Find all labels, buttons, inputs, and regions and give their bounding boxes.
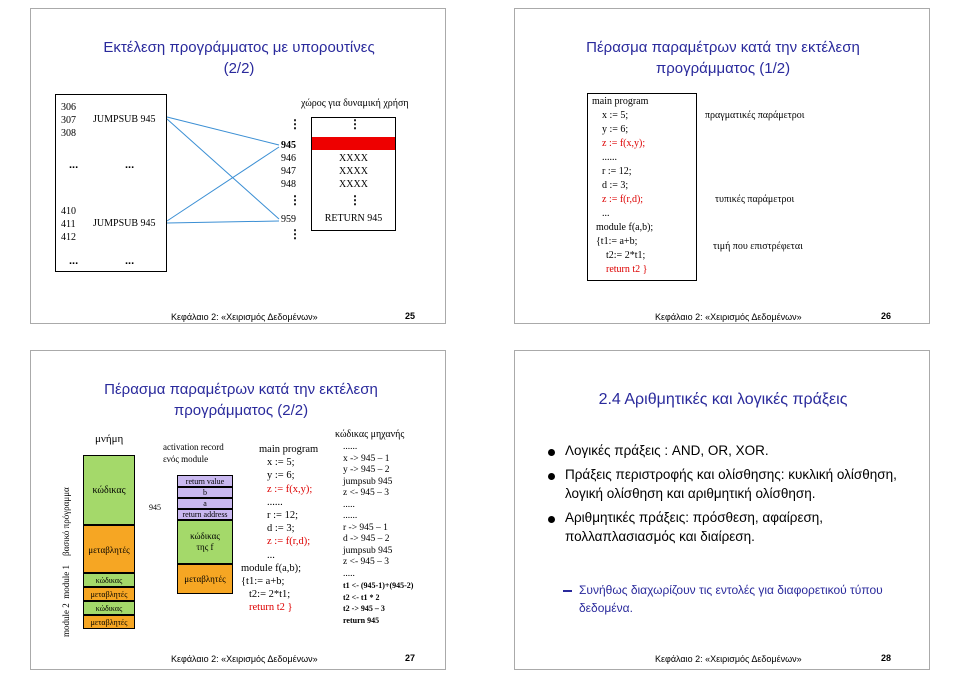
stack-address-959: 959 bbox=[281, 214, 296, 225]
mem-code-m2: κώδικας bbox=[83, 601, 135, 615]
code-listing: main program x := 5; y := 6; z := f(x,y); ...... r := 12; d := 3; z := f(r,d); ... module f(a,b); {t1:= a+b; t2:= 2*t1; return t2 } bbox=[592, 96, 654, 275]
page-number: 28 bbox=[881, 653, 892, 663]
address-column: 410 411 412 bbox=[61, 206, 76, 243]
vdots: ⋮ bbox=[289, 193, 301, 207]
mem-code-m1: κώδικας bbox=[83, 573, 135, 587]
slide-title: Εκτέλεση προγράμματος με υπορουτίνες (2/2) bbox=[103, 39, 375, 77]
code-listing: main program x := 5; y := 6; z := f(x,y); ...... r := 12; d := 3; z := f(r,d); ... module f(a,b); {t1:= a+b; t2:= 2*t1; return t2 } bbox=[241, 444, 319, 614]
footer: Κεφάλαιο 2: «Χειρισμός Δεδομένων» bbox=[655, 654, 802, 664]
machine-code: ...... x -> 945 – 1 y -> 945 – 2 jumpsub 945 z <- 945 – 3 ..... ...... r -> 945 – 1 d -> 945 – 2 jumpsub 945 z <- 945 – 3 ..... t1 <- (945-1)+(945-2) t2 <- t1 * 2 t2 -> 945 – 3 return 945 bbox=[343, 442, 414, 625]
list-item: Πράξεις περιστροφής και ολίσθησης: κυκλική ολίσθηση, λογική ολίσθηση και αριθμητική ολίσθηση. bbox=[545, 465, 917, 503]
act-b: b bbox=[177, 487, 233, 498]
page-number: 26 bbox=[881, 311, 892, 321]
slide-26 bbox=[514, 8, 930, 324]
slide-28 bbox=[514, 350, 930, 670]
slide-title: Πέρασμα παραμέτρων κατά την εκτέλεση προγράμματος (2/2) bbox=[104, 381, 378, 419]
page-number: 25 bbox=[405, 311, 416, 321]
footer: Κεφάλαιο 2: «Χειρισμός Δεδομένων» bbox=[171, 654, 318, 664]
vdots: ... bbox=[125, 255, 135, 267]
act-return-address: return address bbox=[177, 509, 233, 520]
address-945: 945 bbox=[149, 503, 161, 512]
call-arrows bbox=[31, 9, 446, 324]
stack-cells: XXXX XXXX XXXX bbox=[339, 153, 368, 190]
label-formal-params: τυπικές παράμετροι bbox=[715, 194, 795, 205]
act-a: a bbox=[177, 498, 233, 509]
machine-code-label: κώδικας μηχανής bbox=[335, 429, 405, 440]
footer: Κεφάλαιο 2: «Χειρισμός Δεδομένων» bbox=[655, 312, 802, 322]
slide-title: 2.4 Αριθμητικές και λογικές πράξεις bbox=[598, 391, 848, 408]
stack-addresses: 945 946 947 948 bbox=[281, 140, 296, 190]
jumpsub-1: JUMPSUB 945 bbox=[93, 114, 156, 125]
vdots: ... bbox=[69, 159, 79, 171]
mem-code-main: κώδικας bbox=[83, 455, 135, 525]
act-vars: μεταβλητές bbox=[177, 564, 233, 594]
mem-vars-main: μεταβλητές bbox=[83, 525, 135, 573]
mem-vars-m1: μεταβλητές bbox=[83, 587, 135, 601]
vdots: ⋮ bbox=[349, 193, 361, 207]
address-column: 306 307 308 bbox=[61, 102, 76, 139]
label-actual-params: πραγματικές παράμετροι bbox=[705, 110, 805, 121]
side-labels: module 2 module 1 βασικό πρόγραμμα bbox=[61, 487, 71, 637]
label-return-value: τιμή που επιστρέφεται bbox=[713, 241, 803, 252]
mem-vars-m2: μεταβλητές bbox=[83, 615, 135, 629]
act-return-value: return value bbox=[177, 475, 233, 487]
slide-25 bbox=[30, 8, 446, 324]
vdots: ⋮ bbox=[349, 117, 361, 131]
jumpsub-2: JUMPSUB 945 bbox=[93, 218, 156, 229]
sub-bullet: Συνήθως διαχωρίζουν τις εντολές για διαφορετικού τύπου δεδομένα. bbox=[545, 581, 905, 617]
vdots: ⋮ bbox=[289, 227, 301, 241]
vdots: ... bbox=[125, 159, 135, 171]
return-cell: RETURN 945 bbox=[324, 213, 383, 224]
list-item: Λογικές πράξεις : AND, OR, XOR. bbox=[545, 441, 917, 460]
activation-record-label: activation record ενός module bbox=[163, 442, 224, 464]
act-code: κώδικας της f bbox=[177, 520, 233, 564]
vdots: ⋮ bbox=[289, 117, 301, 131]
slide-title: Πέρασμα παραμέτρων κατά την εκτέλεση προγράμματος (1/2) bbox=[586, 39, 860, 77]
memory-label: μνήμη bbox=[95, 433, 124, 445]
footer: Κεφάλαιο 2: «Χειρισμός Δεδομένων» bbox=[171, 312, 318, 322]
list-item: Αριθμητικές πράξεις: πρόσθεση, αφαίρεση, πολλαπλασιασμός και διαίρεση. bbox=[545, 508, 917, 546]
page-number: 27 bbox=[405, 653, 416, 663]
bullet-list bbox=[545, 441, 917, 548]
dynamic-space-label: χώρος για δυναμική χρήση bbox=[301, 98, 409, 109]
slide-27 bbox=[30, 350, 446, 670]
vdots: ... bbox=[69, 255, 79, 267]
